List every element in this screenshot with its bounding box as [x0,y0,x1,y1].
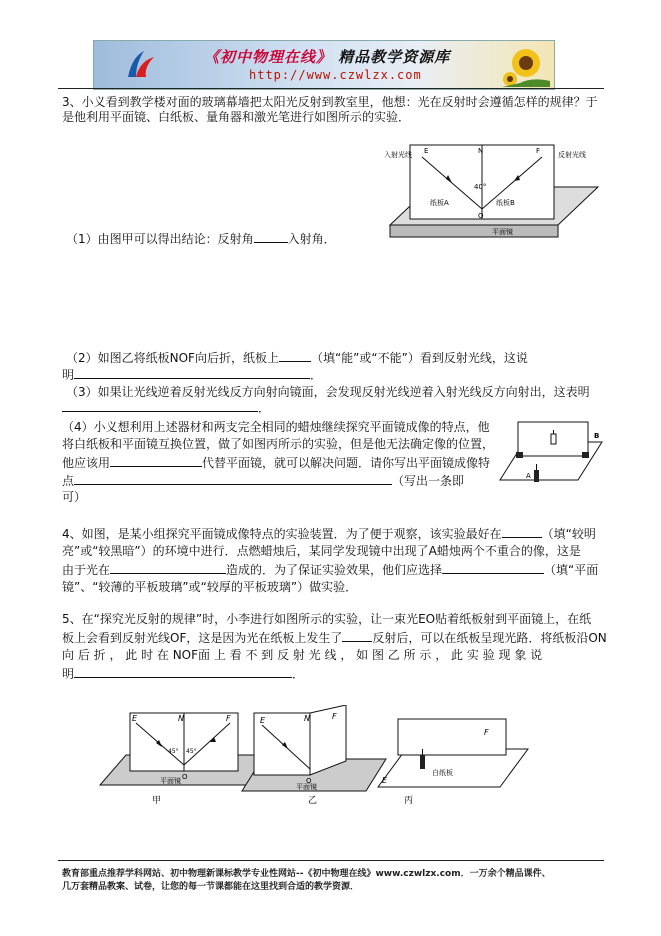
board-b-label: 纸板B [496,199,515,207]
fig1-angle-right: 45° [186,748,197,755]
banner-url[interactable]: http://www.czwlzx.com [249,68,422,82]
q3-part2-cont: 明 ． [62,368,323,382]
fig2-label-f: F [332,712,337,721]
fig1-label-f: F [226,714,231,723]
fig1-label-n: N [178,714,184,723]
q3-part4-blank1[interactable] [110,455,202,467]
fig2-caption: 乙 [308,796,318,805]
fig2-mirror-label: 平面镜 [296,783,317,791]
fig3-caption: 丙 [404,796,414,805]
fig2-label-o: O [306,777,312,785]
q4-blank2[interactable] [110,562,226,574]
reflected-ray-label: 反射光线 [558,151,586,159]
q4-blank3[interactable] [442,562,544,574]
footer-line1: 教育部重点推荐学科网站、初中物理新课标教学专业性网站--《初中物理在线》www.czwlzx.com．一万余个精品课件、 [62,869,551,879]
q3-part2-blank1[interactable] [279,350,311,362]
q5-blank2[interactable] [74,666,292,678]
fig1-label-o: O [182,773,188,781]
q3-part4-line2: 将白纸板和平面镜互换位置，做了如图丙所示的实验，但是他无法确定像的位置， [62,437,495,451]
board-a-label: 纸板A [430,199,449,207]
q3-part4-line3: 他应该用 代替平面镜，就可以解决问题．请你写出平面镜成像特 [62,456,491,470]
label-e: E [424,147,429,155]
fig2-label-e: E [260,716,266,725]
fig1-caption: 甲 [152,796,162,805]
footer-line2: 几万套精品教案、试卷，让您的每一节课都能在这里找到合适的教学资源． [62,882,360,892]
q4-line2: 亮”或“较黑暗”）的环境中进行．点燃蜡烛后，某同学发现镜中出现了A蜡烛两个不重合的像，这是 [62,544,581,558]
q5-figures [96,705,576,805]
fig1-label-e: E [132,714,138,723]
q3-part4-line4: 点 （写出一条即 [62,474,465,488]
q5-line1: 5、在“探究光反射的规律”时，小李进行如图所示的实验，让一束光EO贴着纸板射到平面镜上，在纸 [62,612,592,626]
q4-blank1[interactable] [502,526,542,538]
q3-intro-line1: 3、小义看到教学楼对面的玻璃幕墙把太阳光反射到教室里，他想：光在反射时会遵循怎样的规律？于 [62,95,598,109]
fig3-board-label: 白纸板 [432,769,453,777]
fig3-label-e: E [382,776,388,785]
q5-line2: 板上会看到反射光线OF，这是因为光在纸板上发生了 反射后，可以在纸板呈现光路．将纸板沿ON [62,631,607,645]
mirror-label: 平面镜 [492,228,513,236]
label-n: N [478,147,484,155]
q5-line3: 向 后 折 ， 此 时 在 NOF面 上 看 不 到 反 射 光 线 ， 如 图 乙 所 示 ， 此 实 验 现 象 说 [62,648,543,662]
q3-part3: （3）如果让光线逆着反射光线反方向射向镜面，会发现反射光线逆着入射光线反方向射出，这表明 [66,385,590,399]
q3-part1-blank[interactable] [254,231,288,243]
candle-a-label: A [526,472,531,480]
q4-line1: 4、如图，是某小组探究平面镜成像特点的实验装置．为了便于观察，该实验最好在 （填“较明 [62,527,596,541]
fig2-label-n: N [304,714,310,723]
label-o: O [478,212,484,220]
candle-b-label: B [594,432,600,440]
q4-line3: 由于光在 造成的．为了保证实验效果，他们应选择 （填“平面 [62,563,599,577]
q3-part3-cont: ． [62,400,270,415]
q3-intro-line2: 是他利用平面镜、白纸板、量角器和激光笔进行如图所示的实验． [62,110,411,124]
q4-line4: 镜”、“较薄的平板玻璃”或“较厚的平板玻璃”）做实验． [62,580,358,594]
incident-ray-label: 入射光线 [384,151,412,159]
q3-part3-blank[interactable] [62,400,258,412]
fig3-label-f: F [484,728,489,737]
sunflower-image [502,43,550,87]
banner-title: 《初中物理在线》 精品教学资源库 [204,48,451,66]
fig1-angle-left: 45° [168,748,179,755]
footer-rule [58,860,604,861]
q3-part1: （1）由图甲可以得出结论：反射角 入射角． [66,232,336,246]
header-rule [58,88,604,89]
q3-part4-blank2[interactable] [74,473,392,485]
q5-blank1[interactable] [342,630,372,642]
q3-part4-line5: 可） [62,490,87,504]
label-f: F [536,147,541,155]
q3-part2-blank2[interactable] [74,367,310,379]
header-banner [93,40,555,90]
q3-part2: （2）如图乙将纸板NOF向后折，纸板上 （填“能”或“不能”）看到反射光线，这说 [66,351,528,365]
q3-part4-line1: （4）小义想利用上述器材和两支完全相同的蜡烛继续探究平面镜成像的特点，他 [62,420,490,434]
q3-figure-bing [496,418,606,504]
fig1-mirror-label: 平面镜 [160,777,181,785]
angle-label: 40° [474,183,487,191]
site-logo [122,47,158,83]
q5-line4: 明 ． [62,667,305,681]
q3-figure-jia [378,143,606,243]
